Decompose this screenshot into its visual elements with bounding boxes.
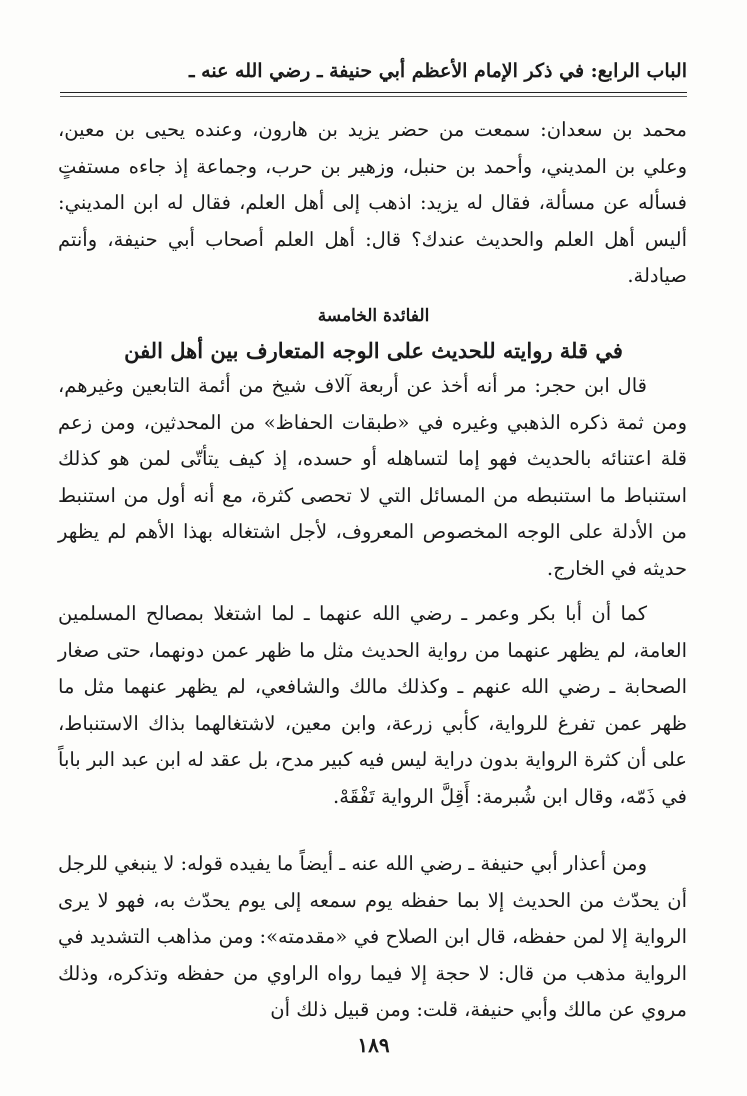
section-title: في قلة روايته للحديث على الوجه المتعارف بين أهل الفن xyxy=(124,338,623,363)
paragraph-4: ومن أعذار أبي حنيفة ـ رضي الله عنه ـ أيضاً ما يفيده قوله: لا ينبغي للرجل أن يحدّث من الحديث إلا بما حفظه يوم سمعه إلى يوم يحدّث به، فهو لا يرى الرواية إلا لمن حفظه، قال ابن الصلاح في «مقدمته»: ومن مذاهب التشديد في الرواية مذهب من قال: لا حجة إلا فيما رواه الراوي من حفظه وتذكره، وذلك مروي عن مالك وأبي حنيفة، قلت: ومن قبيل ذلك أن xyxy=(58,852,687,1021)
header-rule-thin xyxy=(60,96,687,97)
page-number: ١٨٩ xyxy=(357,1033,390,1057)
paragraph-3: كما أن أبا بكر وعمر ـ رضي الله عنهما ـ لما اشتغلا بمصالح المسلمين العامة، لم يظهر عنهما من رواية الحديث مثل ما ظهر عمن دونهما، حتى صغار الصحابة ـ رضي الله عنهم ـ وكذلك مالك والشافعي، لم يظهر عنهما مثل ما ظهر عمن تفرغ للرواية، كأبي زرعة، وابن معين، لاشتغالهما بذاك الاستنباط، على أن كثرة الرواية بدون دراية ليس فيه كبير مدح، بل عقد له ابن عبد البر باباً في ذَمّه، وقال ابن شُبرمة: أَقِلَّ الرواية تَفْقَهْ. xyxy=(58,602,687,808)
header-rule xyxy=(60,92,687,93)
running-head: الباب الرابع: في ذكر الإمام الأعظم أبي حنيفة ـ رضي الله عنه ـ xyxy=(188,60,687,82)
paragraph-1: محمد بن سعدان: سمعت من حضر يزيد بن هارون، وعنده يحيى بن معين، وعلي بن المديني، وأحمد بن حنبل، وزهير بن حرب، وجماعة إذ جاءه مستفتٍ فسأله عن مسألة، فقال له يزيد: اذهب إلى أهل العلم، فقال له ابن المديني: أليس أهل العلم والحديث عندك؟ قال: أهل العلم أصحاب أبي حنيفة، وأنتم صيادلة. xyxy=(58,118,687,287)
section-label: الفائدة الخامسة xyxy=(317,306,430,326)
paragraph-2: قال ابن حجر: مر أنه أخذ عن أربعة آلاف شيخ من أئمة التابعين وغيرهم، ومن ثمة ذكره الذهبي وغيره في «طبقات الحفاظ» من المحدثين، ومن زعم قلة اعتنائه بالحديث فهو إما لتساهله أو حسده، إذ كيف يتأتّى لمن هو كذلك استنباط ما استنبطه من المسائل التي لا تحصى كثرة، مع أنه أول من استنبط من الأدلة على الوجه المخصوص المعروف، لأجل اشتغاله بهذا الأهم لم يظهر حديثه في الخارج. xyxy=(58,374,687,580)
